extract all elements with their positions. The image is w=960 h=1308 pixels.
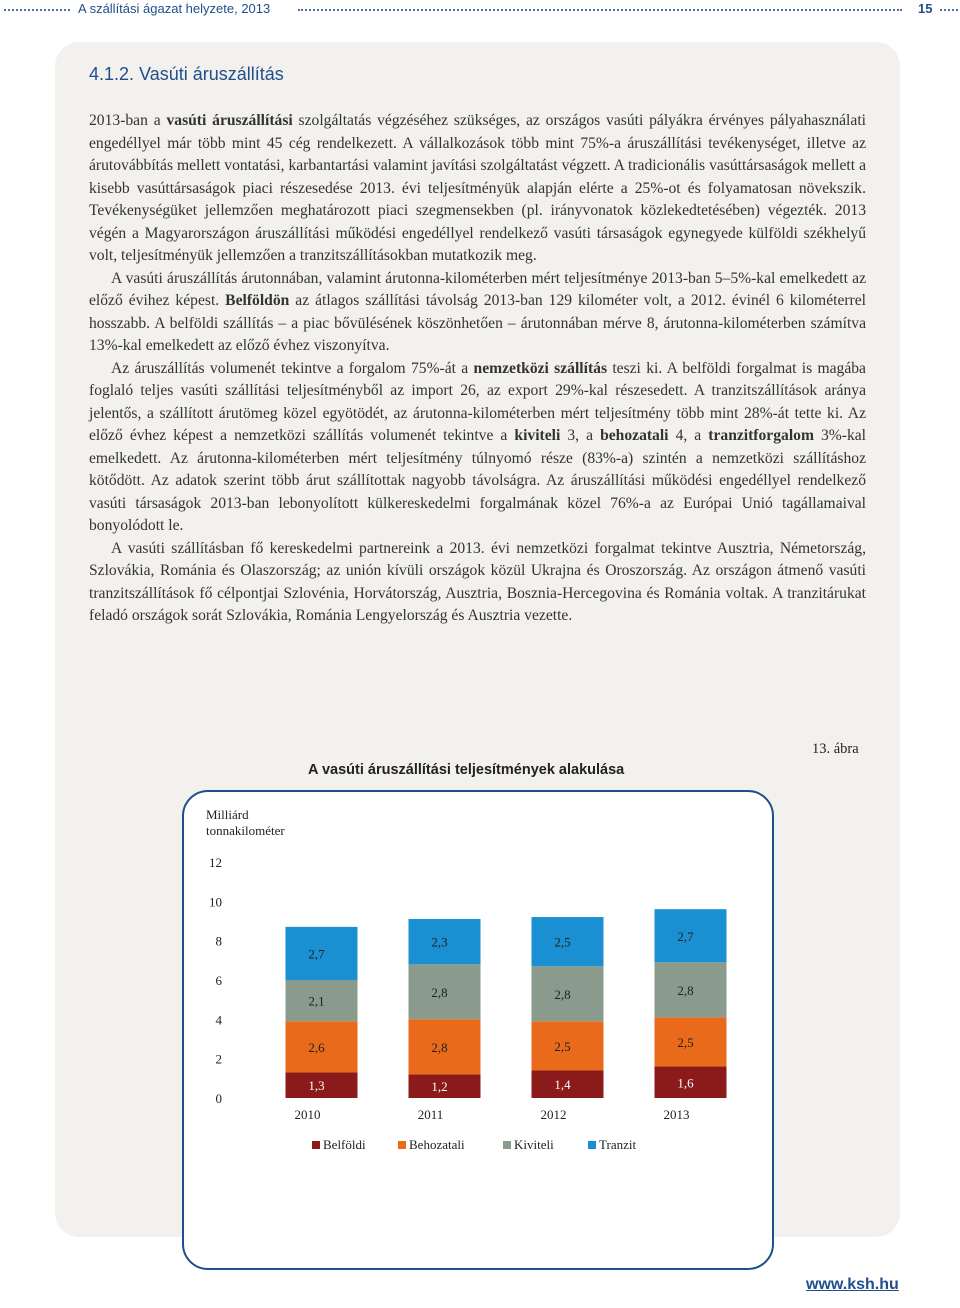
- legend-swatch-behozatali: [398, 1141, 406, 1149]
- data-label: 1,2: [431, 1079, 448, 1095]
- data-label: 2,5: [554, 934, 571, 950]
- bold-term: Belföldön: [225, 292, 290, 309]
- y-tick-label: 10: [209, 894, 222, 910]
- legend-swatch-belföldi: [312, 1141, 320, 1149]
- section-title: 4.1.2. Vasúti áruszállítás: [89, 64, 284, 84]
- x-tick-label: 2012: [540, 1107, 567, 1122]
- x-tick-label: 2013: [663, 1107, 690, 1122]
- y-axis-label-line1: Milliárd: [206, 807, 249, 822]
- legend-label-kiviteli: Kiviteli: [514, 1137, 554, 1152]
- x-tick-label: 2010: [294, 1107, 321, 1122]
- legend-swatch-kiviteli: [503, 1141, 511, 1149]
- data-label: 2,8: [677, 982, 694, 998]
- data-label: 1,6: [677, 1075, 694, 1091]
- y-tick-label: 0: [215, 1091, 222, 1106]
- y-tick-label: 2: [215, 1051, 222, 1067]
- text-run: Az áruszállítás volumenét tekintve a forgalom 75%-át a: [111, 359, 474, 377]
- data-label: 2,7: [677, 928, 694, 944]
- bold-term: vasúti áruszállítási: [166, 112, 293, 129]
- text-run: 4, a: [668, 427, 709, 444]
- text-run: szolgáltatás végzéséhez szükséges, az országos vasúti pályákra érvényes pályahasználati engedéllyel már több mint 45 cég rendelkezett. A vállalkozások több mint 75%-a áruszállítási tevékenységet, illetve az árutovábbítás mellett vontatási, karbantartási valamint javítási szolgáltatást végzett. A tradicionális vasúttársaságok mellett a kisebb vasúttársaságok piaci részesedése 2013. évi teljesítményük alapján elérte a 25%-ot és folyamatosan növekszik. Tevékenységüket jellemzően meghatározott piaci szegmensekben (pl. irányvonatok közlekedtetésében) végezték. 2013 végén a Magyarországon áruszállítási működési engedéllyel rendelkező vasúti társaságok egynegyede külföldi székhelyű volt, teljesítményük jellemzően a tranzitszállításokban mutatkozik meg.: [89, 112, 866, 264]
- bold-term: kiviteli: [514, 427, 561, 444]
- bold-term: tranzitforgalom: [708, 427, 814, 444]
- text-run: 3, a: [560, 427, 601, 444]
- data-label: 2,8: [431, 984, 448, 1000]
- header-title: A szállítási ágazat helyzete, 2013: [78, 1, 271, 16]
- data-label: 2,5: [554, 1038, 571, 1054]
- legend-label-tranzit: Tranzit: [599, 1137, 637, 1152]
- data-label: 2,7: [308, 946, 325, 962]
- data-label: 2,3: [431, 934, 448, 950]
- text-run: 3%-kal emelkedett. Az árutonna-kilométerben mért teljesítmény túlnyomó része (83%-a) szintén a nemzetközi szállításhoz kötődött. Az adatok szerint több árut szállítottak nagyobb távolságra. Az áruszállítási működési engedéllyel rendelkező vasúti társaságok 2013-ban lebonyolított külkereskedelmi forgalmának közel 76%-a az Európai Unió tagállamaival bonyolódott le.: [89, 427, 867, 534]
- data-label: 2,6: [308, 1039, 325, 1055]
- figure-title: A vasúti áruszállítási teljesítmények alakulása: [308, 762, 625, 778]
- text-run: A vasúti áruszállítás árutonnában, valamint árutonna-kilométerben mért teljesítménye 2013-ban 5–5%-kal emelkedett az előző évihez képest.: [89, 269, 866, 309]
- text-run: teszi ki. A belföldi forgalmat is magába foglaló teljes vasúti szállítási teljesítményből az import 26, az export 29%-kal részesedett. A tranzitszállítások aránya jelentős, a szállított árutömeg közel egyötödét, az árutonna-kilométerben mért teljesítmény több mint 28%-át tette ki. Az előző évhez képest a nemzetközi szállítás volumenét tekintve a: [89, 359, 866, 444]
- data-label: 2,8: [431, 1039, 448, 1055]
- y-tick-label: 6: [215, 973, 222, 988]
- legend-label-behozatali: Behozatali: [409, 1137, 465, 1152]
- data-label: 1,4: [554, 1077, 571, 1093]
- y-tick-label: 12: [209, 855, 222, 870]
- data-label: 2,8: [554, 986, 571, 1002]
- bold-term: behozatali: [600, 427, 669, 444]
- page-number: 15: [918, 1, 933, 16]
- y-tick-label: 4: [215, 1012, 222, 1028]
- data-label: 2,5: [677, 1034, 694, 1050]
- text-run: 2013-ban a: [89, 112, 167, 129]
- bold-term: nemzetközi szállítás: [473, 359, 608, 377]
- legend-label-belföldi: Belföldi: [323, 1137, 366, 1152]
- y-axis-label-line2: tonnakilométer: [206, 823, 285, 838]
- legend-swatch-tranzit: [588, 1141, 596, 1149]
- text-run: az átlagos szállítási távolság 2013-ban 129 kilométer volt, a 2012. évinél 6 kilométerrel hosszabb. A belföldi szállítás – a piac bővülésének köszönhetően – árutonnában mérve 8, árutonna-kilométerben számítva 13%-kal emelkedett az előző évhez viszonyítva.: [89, 292, 867, 354]
- text-run: A vasúti szállításban fő kereskedelmi partnereink a 2013. évi nemzetközi forgalmat tekintve Ausztria, Németország, Szlovákia, Románia és Olaszország; az unión kívüli országok közül Ukrajna és Oroszország. Az országon átmenő vasúti tranzitszállítások fő célpontjai Szlovénia, Horvátország, Ausztria, Bosznia-Hercegovina és Románia voltak. A tranzitárukat feladó országok sorát Szlovákia, Románia Lengyelország és Ausztria vezette.: [89, 539, 866, 624]
- footer-link[interactable]: www.ksh.hu: [806, 1276, 899, 1293]
- x-tick-label: 2011: [417, 1107, 444, 1122]
- figure-number: 13. ábra: [812, 741, 859, 757]
- y-tick-label: 8: [215, 933, 222, 949]
- data-label: 1,3: [308, 1078, 325, 1094]
- data-label: 2,1: [308, 993, 325, 1009]
